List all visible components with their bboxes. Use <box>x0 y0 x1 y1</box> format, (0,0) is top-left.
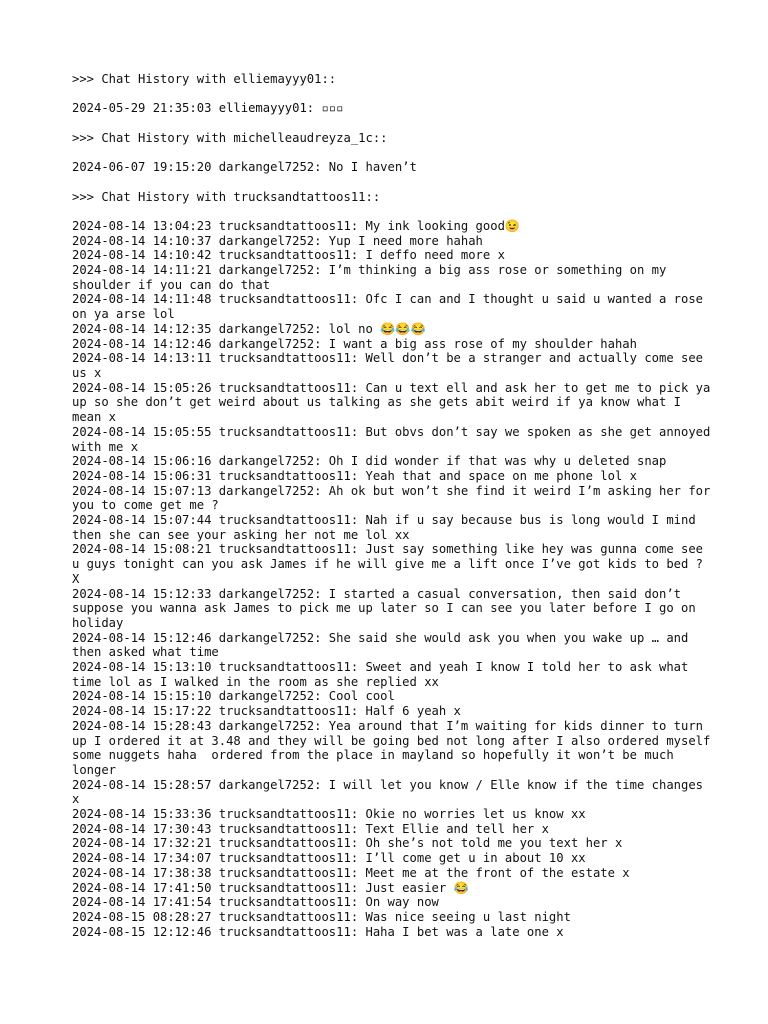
chat-history-document <box>72 72 718 939</box>
chat-message: 2024-05-29 21:35:03 elliemayyy01: ▫▫▫ <box>72 101 344 116</box>
chat-message: 2024-08-14 15:33:36 trucksandtattoos11: Okie no worries let us know xx <box>72 807 586 822</box>
chat-message: 2024-08-14 14:13:11 trucksandtattoos11: Well don’t be a stranger and actually come see us x <box>72 351 711 380</box>
chat-section-header: >>> Chat History with michelleaudreyza_1c:: <box>72 130 388 145</box>
chat-message: 2024-08-14 14:12:46 darkangel7252: I want a big ass rose of my shoulder hahah <box>72 336 637 351</box>
chat-message: 2024-08-14 15:06:16 darkangel7252: Oh I did wonder if that was why u deleted snap <box>72 454 667 469</box>
chat-message: 2024-08-14 15:12:33 darkangel7252: I started a casual conversation, then said don’t suppose you wanna ask James to pick me up later so I can see you later before I go on holiday <box>72 586 704 630</box>
chat-message: 2024-08-14 15:28:43 darkangel7252: Yea around that I’m waiting for kids dinner to turn up I ordered it at 3.48 and they will be going bed not long after I also ordered myself some nuggets haha ordered from the place in mayland so hopefully it won’t be much longer <box>72 718 718 777</box>
chat-message: 2024-08-14 15:13:10 trucksandtattoos11: Sweet and yeah I know I told her to ask what time lol as I walked in the room as she replied xx <box>72 660 696 689</box>
chat-message: 2024-08-14 17:38:38 trucksandtattoos11: Meet me at the front of the estate x <box>72 865 630 880</box>
chat-message: 2024-06-07 19:15:20 darkangel7252: No I haven’t <box>72 160 417 175</box>
chat-message: 2024-08-14 14:10:37 darkangel7252: Yup I need more hahah <box>72 233 483 248</box>
chat-message: 2024-08-14 15:12:46 darkangel7252: She said she would ask you when you wake up … and then asked what time <box>72 630 696 660</box>
chat-message: 2024-08-14 17:30:43 trucksandtattoos11: Text Ellie and tell her x <box>72 821 549 836</box>
chat-message: 2024-08-14 15:17:22 trucksandtattoos11: Half 6 yeah x <box>72 704 461 719</box>
chat-message: 2024-08-14 17:41:54 trucksandtattoos11: On way now <box>72 895 439 910</box>
chat-section <box>72 72 712 116</box>
chat-message: 2024-08-14 17:41:50 trucksandtattoos11: Just easier 😂 <box>72 880 469 895</box>
chat-message: 2024-08-14 17:32:21 trucksandtattoos11: Oh she’s not told me you text her x <box>72 836 623 851</box>
chat-message: 2024-08-14 15:05:26 trucksandtattoos11: Can u text ell and ask her to get me to pick ya up so she don’t get weird about us talking as she gets abit weird if ya know what I mean x <box>72 380 718 425</box>
chat-message: 2024-08-14 14:11:21 darkangel7252: I’m thinking a big ass rose or something on my shoulder if you can do that <box>72 263 674 292</box>
chat-message: 2024-08-14 14:11:48 trucksandtattoos11: Ofc I can and I thought u said u wanted a rose on ya arse lol <box>72 292 711 322</box>
chat-message: 2024-08-14 15:28:57 darkangel7252: I will let you know / Elle know if the time changes x <box>72 777 711 807</box>
chat-message: 2024-08-14 15:07:13 darkangel7252: Ah ok but won’t she find it weird I’m asking her for you to come get me ? <box>72 483 718 513</box>
chat-message: 2024-08-14 15:07:44 trucksandtattoos11: Nah if u say because bus is long would I mind then she can see your asking her not me lol xx <box>72 513 704 542</box>
chat-section-header: >>> Chat History with trucksandtattoos11:: <box>72 189 381 204</box>
chat-message: 2024-08-14 15:05:55 trucksandtattoos11: But obvs don’t say we spoken as she get annoyed with me x <box>72 424 718 454</box>
chat-message: 2024-08-14 17:34:07 trucksandtattoos11: I’ll come get u in about 10 xx <box>72 851 586 866</box>
chat-message: 2024-08-15 08:28:27 trucksandtattoos11: Was nice seeing u last night <box>72 910 571 924</box>
chat-message: 2024-08-14 14:12:35 darkangel7252: lol no 😂😂😂 <box>72 321 426 336</box>
chat-message: 2024-08-15 12:12:46 trucksandtattoos11: Haha I bet was a late one x <box>72 924 564 939</box>
chat-message: 2024-08-14 14:10:42 trucksandtattoos11: I deffo need more x <box>72 248 505 263</box>
chat-section <box>72 189 718 940</box>
chat-message: 2024-08-14 15:15:10 darkangel7252: Cool cool <box>72 689 395 704</box>
chat-section <box>72 131 712 175</box>
chat-message: 2024-08-14 15:06:31 trucksandtattoos11: Yeah that and space on me phone lol x <box>72 468 637 483</box>
chat-message: 2024-08-14 13:04:23 trucksandtattoos11: My ink looking good😉 <box>72 218 521 233</box>
chat-section-header: >>> Chat History with elliemayyy01:: <box>72 72 337 86</box>
chat-message: 2024-08-14 15:08:21 trucksandtattoos11: Just say something like hey was gunna come see u guys tonight can you ask James if he will give me a lift once I’ve got kids to bed ? X <box>72 542 711 586</box>
